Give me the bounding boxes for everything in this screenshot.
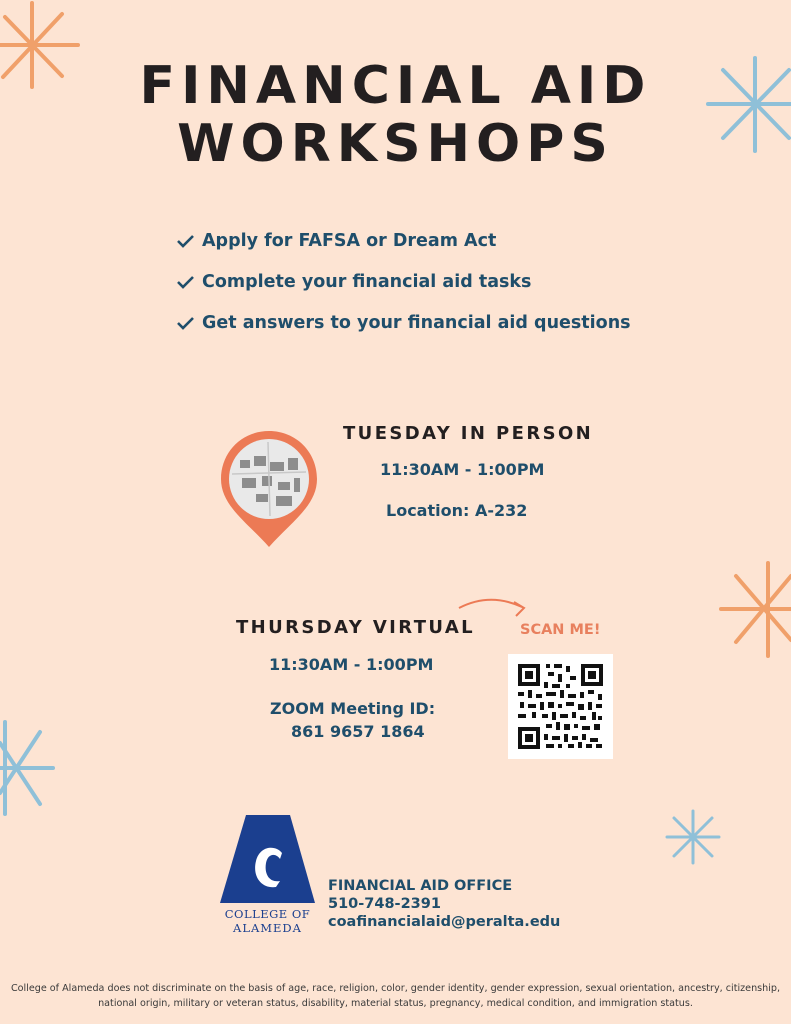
office-phone[interactable]: 510-748-2391 bbox=[328, 896, 441, 912]
check-icon bbox=[176, 275, 196, 289]
map-pin-icon bbox=[218, 428, 320, 550]
page-title-line-1: FINANCIAL AID bbox=[139, 56, 652, 116]
non-discrimination-disclaimer: College of Alameda does not discriminate on the basis of age, race, religion, color, gender identity, gender expression, sexual orientation, ancestry, citizenship, national origin, military or veteran status, disability, material status, pregnancy, medical condition, and immigration status. bbox=[10, 983, 781, 1009]
list-item-label: Apply for FAFSA or Dream Act bbox=[202, 230, 497, 251]
office-name: FINANCIAL AID OFFICE bbox=[328, 878, 513, 894]
zoom-label: ZOOM Meeting ID: bbox=[270, 699, 436, 718]
tuesday-heading: TUESDAY IN PERSON bbox=[343, 423, 594, 444]
arrow-icon bbox=[456, 594, 532, 620]
college-logo bbox=[220, 815, 315, 935]
zoom-meeting-id: 861 9657 1864 bbox=[291, 722, 425, 741]
college-logo-line-2: ALAMEDA bbox=[233, 921, 302, 935]
college-logo-line-1: COLLEGE OF bbox=[224, 907, 311, 921]
qr-code-icon bbox=[508, 654, 613, 759]
scan-me-label: SCAN ME! bbox=[520, 622, 601, 638]
thursday-time: 11:30AM - 1:00PM bbox=[269, 655, 434, 674]
starburst-icon-orange-right bbox=[718, 560, 791, 660]
thursday-heading: THURSDAY VIRTUAL bbox=[236, 617, 476, 638]
college-logo-mark bbox=[220, 815, 315, 905]
starburst-icon-blue-left bbox=[0, 718, 56, 818]
list-item bbox=[176, 302, 631, 343]
qr-code-container[interactable] bbox=[508, 654, 613, 759]
benefits-list bbox=[176, 220, 631, 343]
check-icon bbox=[176, 316, 196, 330]
list-item bbox=[176, 261, 631, 302]
tuesday-time: 11:30AM - 1:00PM bbox=[380, 460, 545, 479]
list-item bbox=[176, 220, 631, 261]
office-info bbox=[328, 877, 560, 931]
office-email[interactable]: coafinancialaid@peralta.edu bbox=[328, 914, 561, 930]
starburst-icon-blue-small bbox=[664, 808, 722, 866]
page-title-line-2: WORKSHOPS bbox=[177, 114, 614, 174]
list-item-label: Get answers to your financial aid questions bbox=[202, 312, 631, 333]
check-icon bbox=[176, 234, 196, 248]
list-item-label: Complete your financial aid tasks bbox=[202, 271, 532, 292]
tuesday-location: Location: A-232 bbox=[386, 501, 528, 520]
